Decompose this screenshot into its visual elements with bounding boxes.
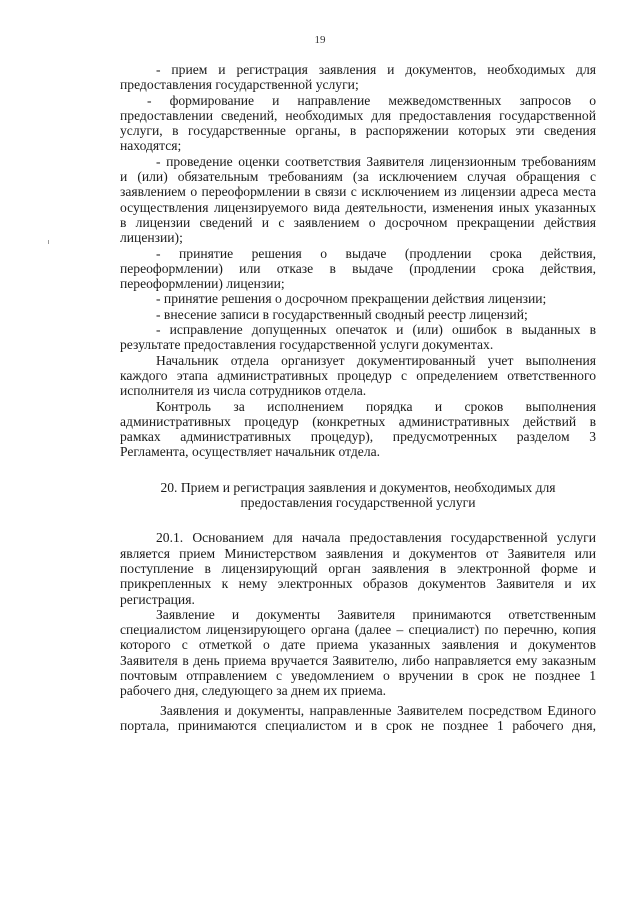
list-item-line: - внесение записи в государственный сводный реестр лицензий; [156, 306, 528, 322]
list-item-line: осуществления лицензируемого вида деятельности, изменения иных указанных [120, 199, 596, 215]
paragraph-line: Заявление и документы Заявителя принимаются ответственным [156, 606, 596, 622]
paragraph-line: является прием Министерством заявления и документов от Заявителя или [120, 545, 596, 561]
list-item-line: - исправление допущенных опечаток и (или) ошибок в выданных в [156, 322, 596, 338]
paragraph-line: исполнителя из числа сотрудников отдела. [120, 383, 367, 399]
paragraph-line: специалистом лицензирующего органа (далее – специалист) по перечню, копия [120, 622, 596, 638]
paragraph-line: Начальник отдела организует документированный учет выполнения [156, 352, 596, 368]
section-heading: предоставления государственной услуги [240, 495, 476, 511]
paragraph-line: 20.1. Основанием для начала предоставления государственной услуги [156, 530, 596, 546]
list-item-line: предоставлении сведений, необходимых для предоставления государственной [120, 107, 596, 123]
paragraph-line: почтовым отправлением с уведомлением о вручении в срок не позднее 1 [120, 667, 596, 683]
paragraph-line: каждого этапа административных процедур с определением ответственного [120, 367, 596, 383]
list-item-line: в лицензии сведений и с заявлением о досрочном прекращении действия [120, 214, 596, 230]
list-item-line: - формирование и направление межведомственных запросов о [147, 92, 596, 108]
list-item-line: лицензии); [120, 230, 183, 246]
page-number: 19 [314, 34, 326, 46]
paragraph-line: прикрепленных к нему электронных образов документов Заявителя и их [120, 576, 596, 592]
paragraph-line: рамках административных процедур), предусмотренных разделом 3 [120, 429, 596, 445]
list-item-line: переоформлении) или отказе в выдаче (продлении срока действия, [120, 260, 596, 276]
document-body [120, 62, 596, 733]
spacer [120, 460, 596, 480]
paragraph-line: которого с отметкой о дате приема указанных заявления и документов [120, 637, 596, 653]
list-item-line: предоставления государственной услуги; [120, 77, 359, 93]
section-heading: 20. Прием и регистрация заявления и документов, необходимых для [160, 479, 556, 495]
paragraph-line: Контроль за исполнением порядка и сроков выполнения [156, 398, 596, 414]
list-item-line: - прием и регистрация заявления и документов, необходимых для [156, 62, 596, 77]
paragraph-line: рабочего дня, следующего за днем их приема. [120, 683, 387, 699]
list-item-line: заявлением о переоформлении в связи с исключением из лицензии адреса места [120, 184, 596, 200]
paragraph-line: Заявителя в день приема вручается Заявителю, либо направляется ему заказным [120, 652, 596, 668]
list-item-line: находятся; [120, 138, 182, 154]
spacer [120, 510, 596, 530]
list-item-line: и (или) обязательным требованиям (за исключением случая обращения с [120, 169, 596, 185]
paragraph-line: Регламента, осуществляет начальник отдела. [120, 444, 381, 460]
paragraph-line: портала, принимаются специалистом и в срок не позднее 1 рабочего дня, [120, 717, 596, 733]
list-item-line: - проведение оценки соответствия Заявителя лицензионным требованиям [156, 153, 596, 169]
paragraph-line: поступление в лицензирующий орган заявления в электронной форме и [120, 560, 596, 576]
list-item-line: услуги, в государственные органы, в распоряжении которых эти сведения [120, 123, 596, 139]
paragraph-line: регистрация. [120, 591, 195, 607]
list-item-line: переоформлении) лицензии; [120, 276, 285, 292]
paragraph-line: административных процедур (конкретных административных действий в [120, 413, 596, 429]
paragraph-line: Заявления и документы, направленные Заявителем посредством Единого [160, 702, 596, 718]
list-item-line: результате предоставления государственной услуги документах. [120, 337, 494, 353]
margin-mark [48, 240, 49, 244]
list-item-line: - принятие решения о досрочном прекращении действия лицензии; [156, 291, 547, 307]
list-item-line: - принятие решения о выдаче (продлении срока действия, [156, 245, 596, 261]
